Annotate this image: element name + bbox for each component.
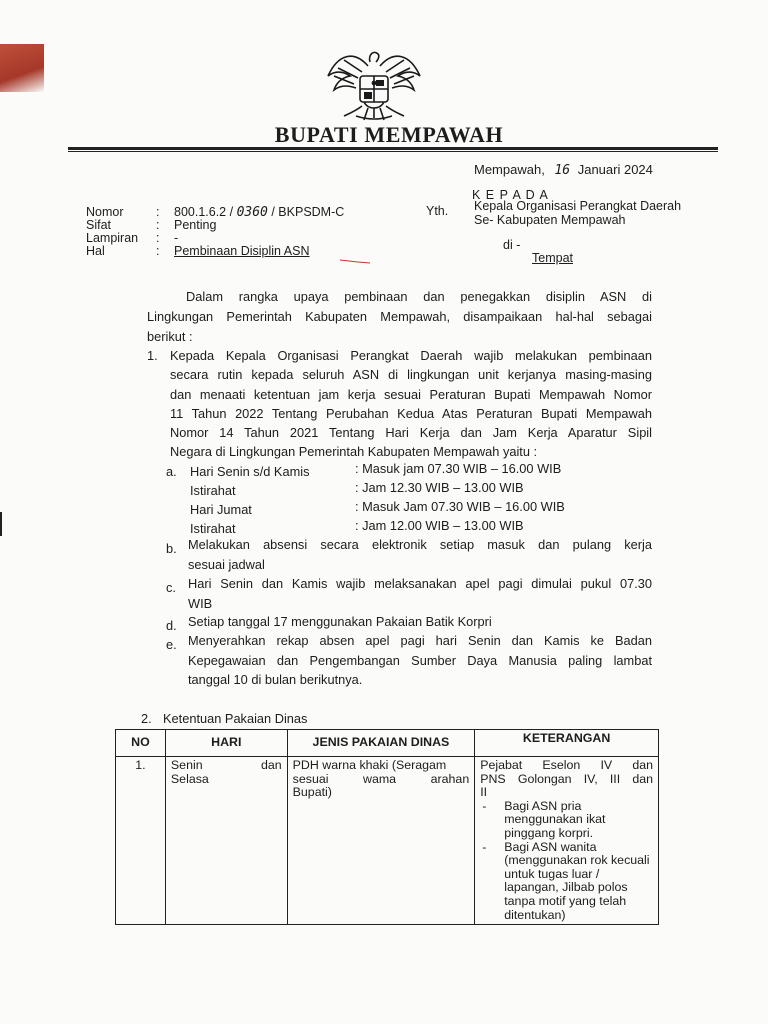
item-e-line-3: tanggal 10 di bulan berikutnya. — [188, 672, 363, 687]
ket-line-2: PNS Golongan IV, III dan — [480, 771, 653, 786]
hal-label: Hal — [86, 244, 105, 258]
header-jenis: JENIS PAKAIAN DINAS — [287, 730, 475, 757]
colon: : — [156, 244, 160, 258]
header-hari: HARI — [165, 730, 287, 757]
item-2-number: 2. — [141, 711, 152, 726]
item-1-line-3: dan menaati ketentuan jam kerja sesuai Peraturan Bupati Mempawah Nomor — [170, 387, 652, 402]
schedule-value: : Masuk Jam 07.30 WIB – 16.00 WIB — [355, 499, 565, 514]
recipient-line-1: Kepala Organisasi Perangkat Daerah — [474, 199, 682, 213]
handwritten-number: 0360 — [236, 205, 268, 220]
nomor-value: 800.1.6.2 / 0360 / BKPSDM-C — [174, 205, 345, 220]
intro-line-1: Dalam rangka upaya pembinaan dan penegakkan disiplin ASN di — [186, 289, 652, 304]
hari-senin: Senin — [170, 758, 203, 772]
item-c-line-2: WIB — [188, 596, 213, 611]
lampiran-value: - — [174, 231, 179, 245]
scan-mark — [0, 512, 2, 536]
item-1-line-1: Kepada Kepala Organisasi Perangkat Daerah wajib melakukan pembinaan — [170, 348, 652, 363]
recipient-kepada: K E P A D A — [472, 188, 549, 202]
item-d-line-1: Setiap tanggal 17 menggunakan Pakaian Batik Korpri — [188, 614, 492, 629]
hari-selasa: Selasa — [170, 771, 209, 786]
header-no: NO — [116, 730, 166, 757]
ket-line-1: Pejabat Eselon IV dan — [480, 758, 653, 772]
ket-list — [480, 800, 653, 922]
recipient-yth: Yth. — [426, 204, 449, 218]
item-c-line-1: Hari Senin dan Kamis wajib melaksanakan apel pagi dimulai pukul 07.30 — [188, 576, 652, 591]
item-1-line-6: Negara di Lingkungan Pemerintah Kabupaten Mempawah yaitu : — [170, 444, 538, 459]
schedule-value: : Jam 12.00 WIB – 13.00 WIB — [355, 518, 524, 533]
item-e-letter: e. — [166, 637, 177, 652]
ket-line-3: II — [480, 785, 488, 800]
list-item: - Bagi ASN pria menggunakan ikat pinggang korpri. — [480, 800, 653, 841]
cell-hari — [165, 757, 287, 925]
intro-line-2: Lingkungan Pemerintah Kabupaten Mempawah, disampaikaan hal-hal sebagai — [147, 309, 652, 324]
cell-no: 1. — [116, 757, 166, 925]
item-e-line-2: Kepegawaian dan Pengembangan Sumber Daya Manusia paling lambat — [188, 653, 652, 668]
schedule-label: Hari Jumat — [190, 502, 252, 517]
item-1-line-4: 11 Tahun 2022 Tentang Perubahan Kedua Atas Peraturan Bupati Mempawah — [170, 406, 652, 421]
jenis-line-2: sesuai wama arahan — [292, 771, 470, 786]
intro-line-3: berikut : — [147, 329, 193, 344]
header-keterangan: KETERANGAN — [475, 730, 659, 757]
sifat-value: Penting — [174, 218, 217, 232]
schedule-value: : Jam 12.30 WIB – 13.00 WIB — [355, 480, 524, 495]
hari-dan: dan — [260, 758, 282, 772]
item-1-number: 1. — [147, 348, 158, 363]
colon: : — [156, 218, 160, 232]
ink-stain-icon — [340, 258, 376, 264]
item-c-letter: c. — [166, 580, 176, 595]
header-rule — [68, 147, 718, 150]
recipient-di: di - — [503, 238, 521, 252]
cell-keterangan — [475, 757, 659, 925]
garuda-emblem-icon — [324, 46, 424, 124]
item-e-line-1: Menyerahkan rekap absen apel pagi hari Senin dan Kamis ke Badan — [188, 633, 652, 648]
jenis-line-1: PDH warna khaki (Seragam — [292, 758, 447, 772]
schedule-label: Hari Senin s/d Kamis — [190, 464, 310, 479]
hal-value: Pembinaan Disiplin ASN — [174, 244, 310, 258]
list-item: - Bagi ASN wanita (menggunakan rok kecuali untuk tugas luar / lapangan, Jilbab polos tanpa motif yang telah ditentukan) — [480, 841, 653, 923]
handwritten-day: 16 — [554, 163, 571, 178]
sifat-label: Sifat — [86, 218, 112, 232]
item-d-letter: d. — [166, 618, 177, 633]
schedule-label: Istirahat — [190, 483, 236, 498]
cell-jenis — [287, 757, 475, 925]
item-1-line-2: secara rutin kepada seluruh ASN di lingkungan unit kerjanya masing-masing — [170, 367, 652, 382]
item-b-line-2: sesuai jadwal — [188, 557, 265, 572]
item-b-letter: b. — [166, 541, 177, 556]
item-2-text: Ketentuan Pakaian Dinas — [163, 711, 308, 726]
colon: : — [156, 231, 160, 245]
recipient-line-2: Se- Kabupaten Mempawah — [474, 213, 626, 227]
schedule-value: : Masuk jam 07.30 WIB – 16.00 WIB — [355, 461, 562, 476]
schedule-label: Istirahat — [190, 521, 236, 536]
letter-date: Mempawah, 16 Januari 2024 — [474, 162, 653, 178]
header-rule-thin — [68, 151, 718, 152]
schedule-letter: a. — [166, 464, 177, 479]
table-header-row — [116, 730, 659, 757]
letterhead-title: BUPATI MEMPAWAH — [274, 122, 504, 147]
recipient-tempat: Tempat — [532, 251, 573, 265]
lampiran-label: Lampiran — [86, 231, 139, 245]
jenis-line-3: Bupati) — [292, 785, 332, 800]
colon: : — [156, 205, 160, 219]
dress-code-table — [115, 729, 659, 925]
item-b-line-1: Melakukan absensi secara elektronik setiap masuk dan pulang kerja — [188, 537, 652, 552]
nomor-label: Nomor — [86, 205, 124, 219]
item-1-line-5: Nomor 14 Tahun 2021 Tentang Hari Kerja dan Jam Kerja Aparatur Sipil — [170, 425, 652, 440]
paper-stain — [0, 44, 44, 92]
table-row — [116, 757, 659, 925]
